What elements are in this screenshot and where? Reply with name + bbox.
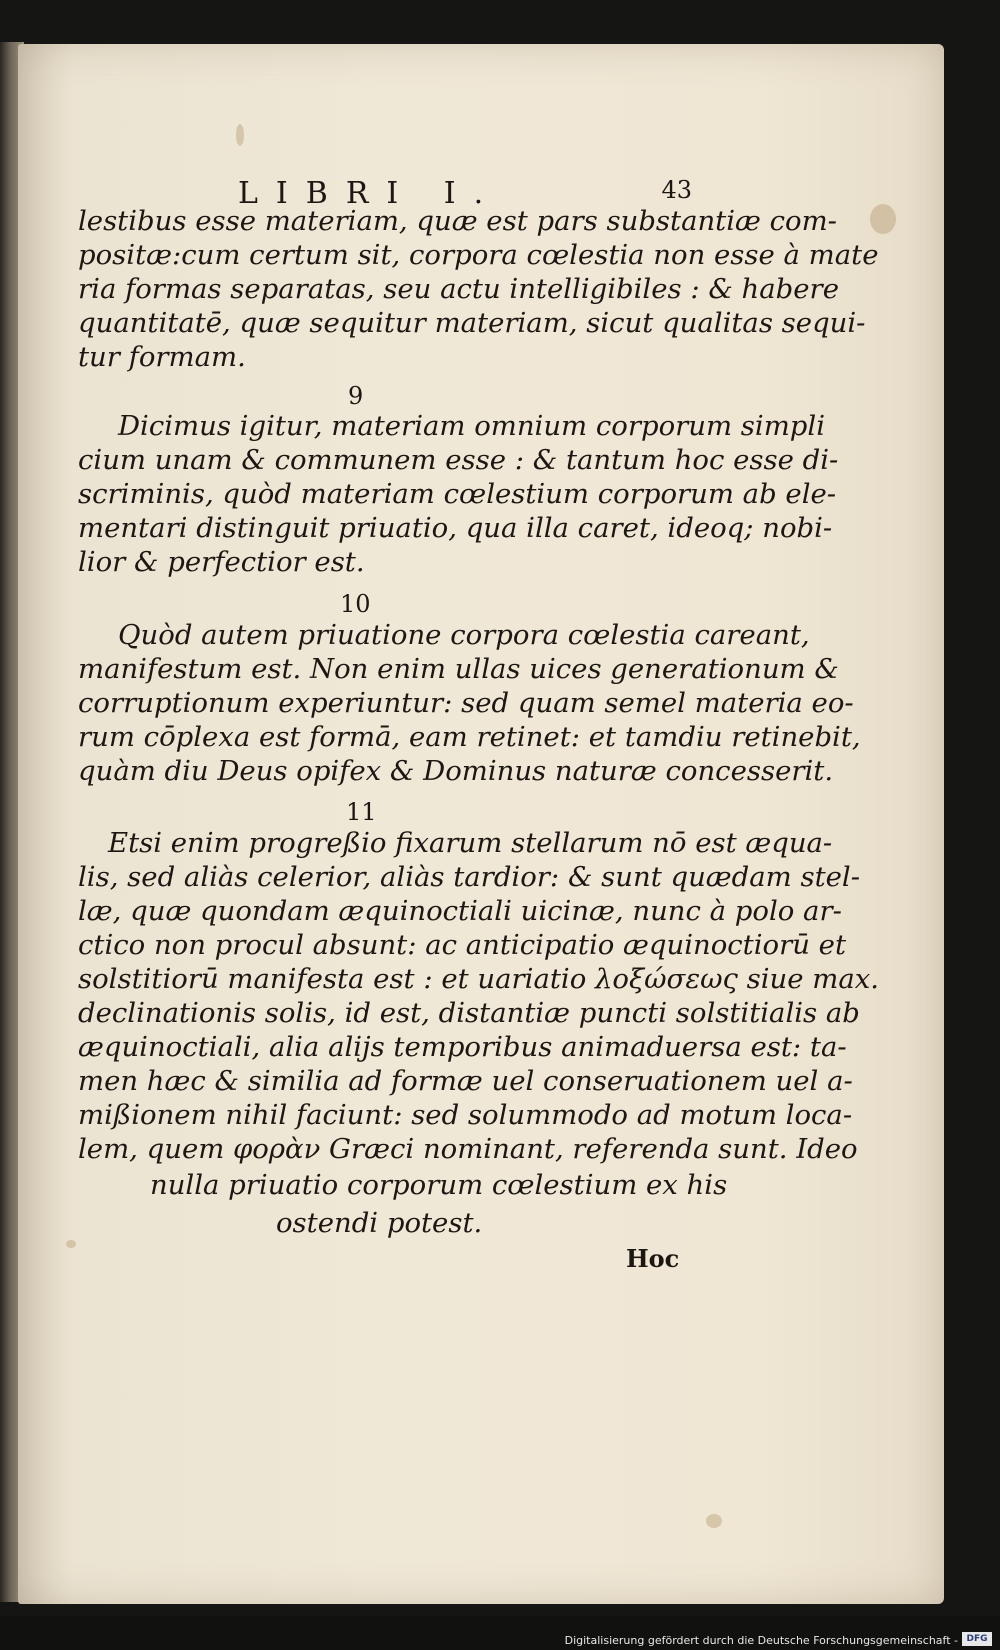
text-line: manifestum est. Non enim ullas uices generationum & bbox=[78, 653, 839, 685]
text-line: ostendi potest. bbox=[276, 1207, 483, 1239]
text-line: læ, quæ quondam æquinoctiali uicinæ, nunc à polo ar- bbox=[78, 895, 842, 927]
text-line: declinationis solis, id est, distantiæ puncti solstitialis ab bbox=[78, 997, 860, 1029]
section-number: 9 bbox=[348, 382, 364, 410]
text-line: solstitiorū manifesta est : et uariatio λοξώσεως siue max. bbox=[78, 963, 880, 995]
page-number: 43 bbox=[661, 176, 692, 204]
catchword: Hoc bbox=[626, 1244, 680, 1273]
stain-mark bbox=[236, 124, 244, 146]
text-line: ria formas separatas, seu actu intelligibiles : & habere bbox=[78, 273, 839, 305]
text-line: lior & perfectior est. bbox=[78, 546, 365, 578]
section-number: 10 bbox=[340, 590, 371, 618]
stain-mark bbox=[66, 1240, 76, 1248]
text-line: scriminis, quòd materiam cœlestium corporum ab ele- bbox=[78, 478, 837, 510]
text-line: Dicimus igitur, materiam omnium corporum simpli bbox=[118, 410, 825, 442]
text-line: Etsi enim progreßio fixarum stellarum nō est æqua- bbox=[108, 827, 833, 859]
book-page bbox=[18, 44, 944, 1604]
section-number: 11 bbox=[346, 798, 377, 826]
text-line: quàm diu Deus opifex & Dominus naturæ concesserit. bbox=[78, 755, 834, 787]
header-title: LIBRI I. bbox=[238, 176, 502, 211]
text-line: lem, quem φορὰν Græci nominant, referenda sunt. Ideo bbox=[78, 1133, 858, 1165]
text-line: corruptionum experiuntur: sed quam semel materia eo- bbox=[78, 687, 854, 719]
text-line: Quòd autem priuatione corpora cœlestia careant, bbox=[118, 619, 810, 651]
text-line: tur formam. bbox=[78, 341, 246, 373]
text-line: lestibus esse materiam, quæ est pars substantiæ com- bbox=[78, 205, 837, 237]
stain-mark bbox=[870, 204, 896, 234]
digitization-credit: Digitalisierung gefördert durch die Deutsche Forschungsgemeinschaft - bbox=[564, 1634, 958, 1647]
text-line: æquinoctiali, alia alijs temporibus animaduersa est: ta- bbox=[78, 1031, 847, 1063]
text-line: lis, sed aliàs celerior, aliàs tardior: & sunt quædam stel- bbox=[78, 861, 860, 893]
text-line: mentari distinguit priuatio, qua illa caret, ideoq; nobi- bbox=[78, 512, 833, 544]
text-line: men hæc & similia ad formæ uel conseruationem uel a- bbox=[78, 1065, 853, 1097]
dfg-logo: DFG bbox=[962, 1632, 992, 1646]
text-line: quantitatē, quæ sequitur materiam, sicut qualitas sequi- bbox=[78, 307, 866, 339]
text-line: ctico non procul absunt: ac anticipatio æquinoctiorū et bbox=[78, 929, 846, 961]
text-line: positæ:cum certum sit, corpora cœlestia non esse à mate bbox=[78, 239, 879, 271]
text-line: nulla priuatio corporum cœlestium ex his bbox=[150, 1169, 728, 1201]
text-line: cium unam & communem esse : & tantum hoc esse di- bbox=[78, 444, 839, 476]
stain-mark bbox=[706, 1514, 722, 1528]
text-line: mißionem nihil faciunt: sed solummodo ad motum loca- bbox=[78, 1099, 853, 1131]
text-line: rum cōplexa est formā, eam retinet: et tamdiu retinebit, bbox=[78, 721, 861, 753]
